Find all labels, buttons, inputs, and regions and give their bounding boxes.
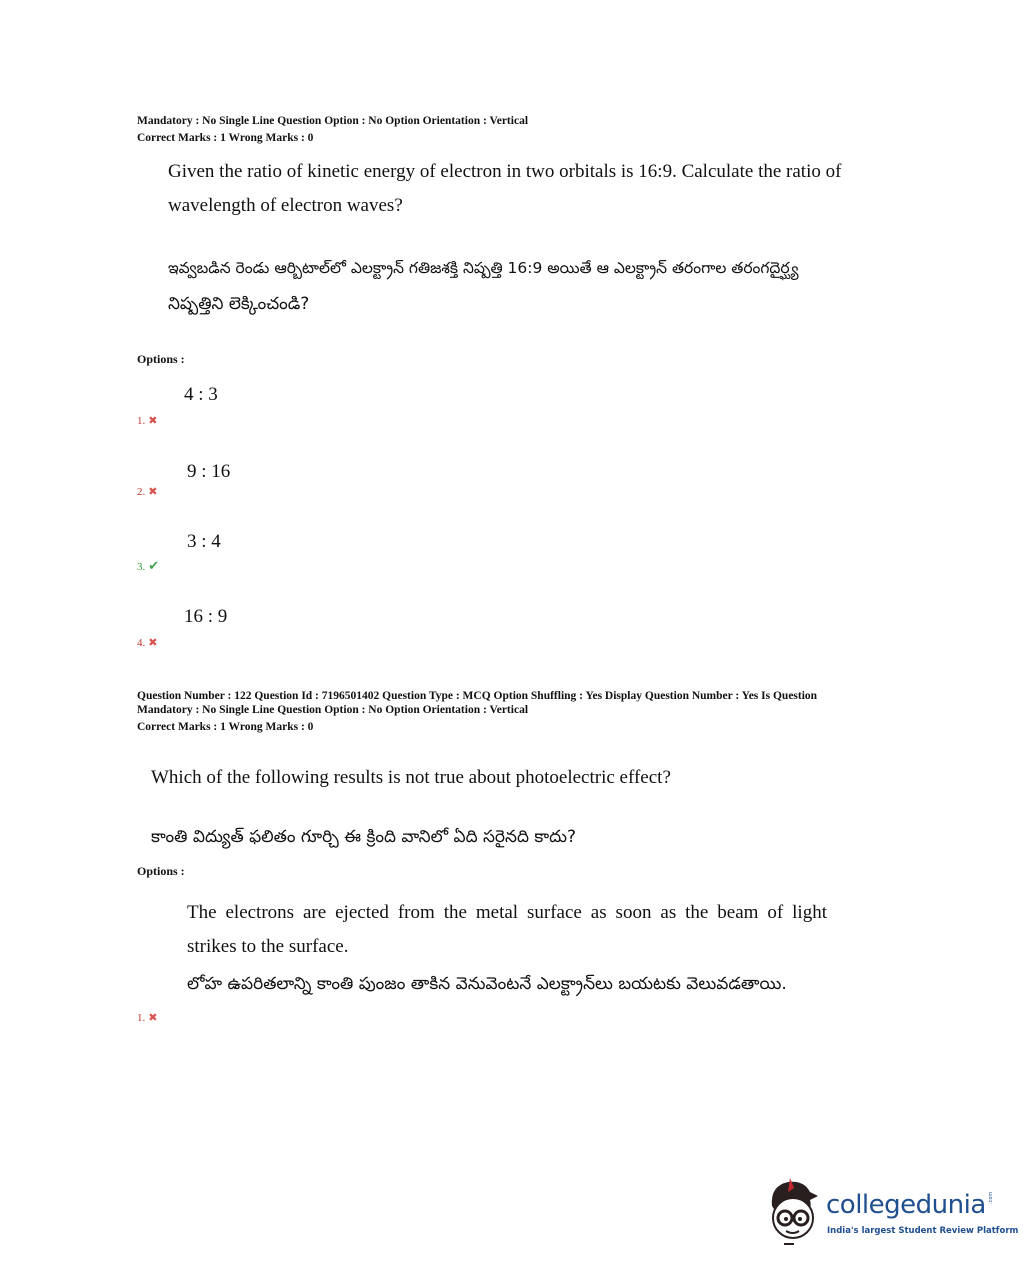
q2-meta-line2: Mandatory : No Single Line Question Option : No Option Orientation : Vertical xyxy=(137,704,529,716)
cross-icon: ✖ xyxy=(148,414,158,427)
q1-option-3-number xyxy=(137,559,159,574)
check-icon: ✔ xyxy=(148,559,160,574)
q1-meta-line2: Correct Marks : 1 Wrong Marks : 0 xyxy=(137,132,314,144)
q1-english-line1: Given the ratio of kinetic energy of electron in two orbitals is 16:9. Calculate the ratio of xyxy=(168,161,842,182)
q2-option-1-english-line2[interactable]: strikes to the surface. xyxy=(187,936,349,957)
cross-icon: ✖ xyxy=(148,1011,158,1024)
q1-option-2-number xyxy=(137,485,157,498)
logo-wordmark: collegedunia xyxy=(826,1190,986,1220)
option-number: 2. xyxy=(137,486,146,498)
q1-telugu-text xyxy=(168,250,888,322)
q1-option-2-text[interactable]: 9 : 16 xyxy=(187,461,231,482)
logo-domain: .com xyxy=(988,1191,994,1204)
option-number: 1. xyxy=(137,415,146,427)
q1-english-text xyxy=(168,155,888,223)
cross-icon: ✖ xyxy=(148,485,158,498)
q2-option-1-telugu[interactable]: లోహ ఉపరితలాన్ని కాంతి పుంజం తాకిన వెనువెంటనే ఎలక్ట్రాన్‌లు బయటకు వెలువడతాయి. xyxy=(187,974,787,994)
q1-english-line2: wavelength of electron waves? xyxy=(168,195,403,216)
q2-english-text: Which of the following results is not true about photoelectric effect? xyxy=(151,767,671,788)
q1-telugu-line1: ఇవ్వబడిన రెండు ఆర్బిటాల్‌లో ఎలక్ట్రాన్ గతిజశక్తి నిష్పత్తి 16:9 అయితే ఆ ఎలక్ట్రాన్ తరంగాల తరంగదైర్ఘ్య xyxy=(168,259,799,277)
q2-options-label: Options : xyxy=(137,864,185,878)
q2-option-1-number xyxy=(137,1011,157,1024)
q2-meta-line3: Correct Marks : 1 Wrong Marks : 0 xyxy=(137,721,314,733)
q2-meta-line1: Question Number : 122 Question Id : 7196501402 Question Type : MCQ Option Shuffling : Yes Display Question Number : Yes Is Question xyxy=(137,690,818,702)
collegedunia-logo xyxy=(766,1178,1019,1248)
q1-option-1-text[interactable]: 4 : 3 xyxy=(184,384,218,405)
q1-option-4-text[interactable]: 16 : 9 xyxy=(184,606,228,627)
logo-tagline: India's largest Student Review Platform xyxy=(827,1226,1019,1236)
q1-meta-line1: Mandatory : No Single Line Question Option : No Option Orientation : Vertical xyxy=(137,115,529,127)
mascot-icon xyxy=(766,1178,826,1248)
q2-telugu-text: కాంతి విద్యుత్ ఫలితం గూర్చి ఈ క్రింది వానిలో ఏది సరైనది కాదు? xyxy=(151,827,576,847)
q2-option-1-english-line1[interactable]: The electrons are ejected from the metal surface as soon as the beam of light xyxy=(187,902,827,923)
option-number: 1. xyxy=(137,1012,146,1024)
q1-option-1-number xyxy=(137,414,157,427)
q1-option-4-number xyxy=(137,636,157,649)
q1-option-3-text[interactable]: 3 : 4 xyxy=(187,531,221,552)
cross-icon: ✖ xyxy=(148,636,158,649)
option-number: 4. xyxy=(137,637,146,649)
q1-options-label: Options : xyxy=(137,352,185,366)
option-number: 3. xyxy=(137,561,146,573)
q1-telugu-line2: నిష్పత్తిని లెక్కించండి? xyxy=(168,294,310,314)
